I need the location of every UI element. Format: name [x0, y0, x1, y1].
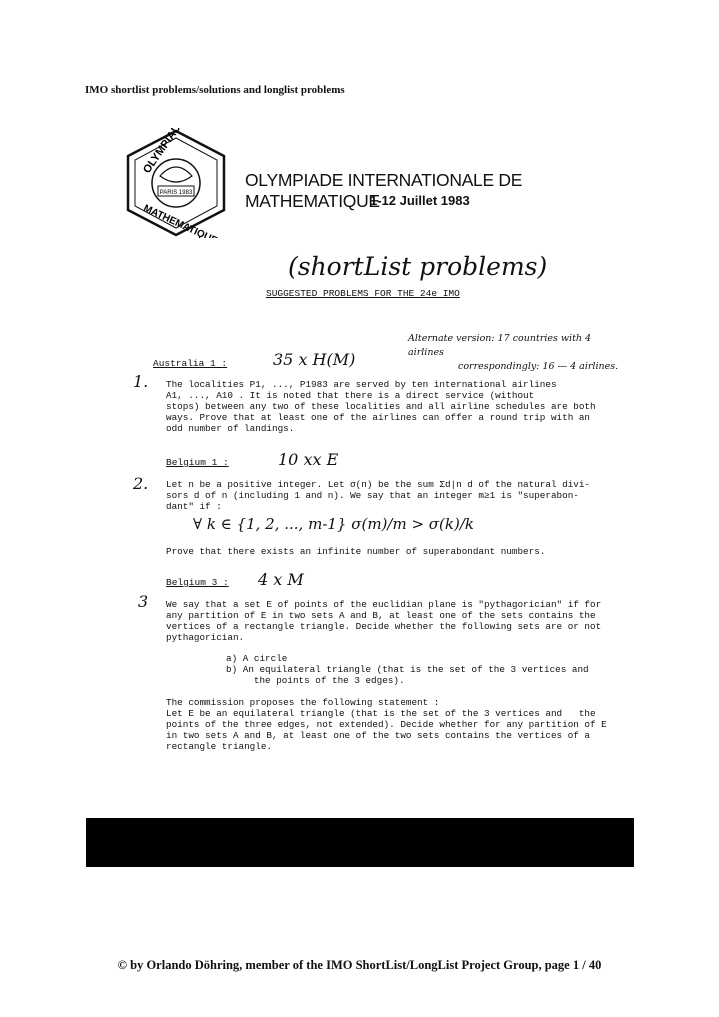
- problem-3-country: Belgium 3 :: [166, 577, 229, 588]
- page-footer: © by Orlando Döhring, member of the IMO ShortList/LongList Project Group, page 1 / 40: [117, 958, 602, 972]
- problem-line: sors d of n (including 1 and n). We say that an integer m≥1 is "superabon-: [166, 490, 579, 501]
- svg-text:OLYMPIADE: OLYMPIADE: [140, 128, 188, 176]
- redaction-bar: [86, 818, 634, 867]
- option-item: a) A circle: [226, 653, 288, 664]
- letterhead-date: 1-12 Juillet 1983: [370, 193, 470, 208]
- letterhead-title: OLYMPIADE INTERNATIONALE DE MATHEMATIQUE: [245, 170, 523, 211]
- problem-line: A1, ..., A10 . It is noted that there is a direct service (without: [166, 390, 535, 401]
- svg-text:MATHEMATIQUE: MATHEMATIQUE: [141, 202, 219, 238]
- alternate-note-line2: correspondingly: 16 — 4 airlines.: [458, 361, 619, 372]
- problem-3-number: 3: [138, 592, 149, 611]
- alternate-note-line1: Alternate version: 17 countries with 4 airlines: [408, 333, 592, 358]
- problem-line: dant" if :: [166, 501, 222, 512]
- scanned-page: [88, 100, 626, 870]
- problem-1-country: Australia 1 :: [153, 358, 228, 369]
- problem-line: stops) between any two of these localities and all airline schedules are both: [166, 401, 596, 412]
- commission-statement: [166, 697, 616, 752]
- problem-line: ways. Prove that at least one of the airlines can offer a round trip with an: [166, 412, 591, 423]
- alternate-version-note: [408, 332, 626, 374]
- problem-2-statement: [166, 479, 616, 512]
- problem-1-number: 1.: [133, 372, 149, 391]
- problem-2-number: 2.: [133, 474, 149, 493]
- option-item: b) An equilateral triangle (that is the set of the 3 vertices and: [226, 664, 589, 675]
- problem-2-code: 10 xx E: [278, 450, 339, 469]
- handwritten-title: (shortList problems): [288, 252, 548, 281]
- problem-line: We say that a set E of points of the euclidian plane is "pythagorician" if for: [166, 599, 602, 610]
- problem-1-statement: [166, 379, 616, 434]
- document-header: IMO shortlist problems/solutions and longlist problems: [85, 84, 345, 96]
- problem-line: Let n be a positive integer. Let σ(n) be the sum Σd|n d of the natural divi-: [166, 479, 591, 490]
- problem-2-country: Belgium 1 :: [166, 457, 229, 468]
- option-item: the points of the 3 edges).: [226, 675, 405, 686]
- problem-line: pythagorician.: [166, 632, 245, 643]
- problem-3-statement: [166, 599, 616, 643]
- problem-line: The localities P1, ..., P1983 are served by ten international airlines: [166, 379, 557, 390]
- commission-line: Let E be an equilateral triangle (that is the set of the 3 vertices and the: [166, 708, 596, 719]
- problem-line: vertices of a rectangle triangle. Decide whether the following sets are or not: [166, 621, 602, 632]
- commission-line: rectangle triangle.: [166, 741, 273, 752]
- problem-line: odd number of landings.: [166, 423, 295, 434]
- subtitle: SUGGESTED PROBLEMS FOR THE 24e IMO: [266, 288, 460, 299]
- problem-2-closing: Prove that there exists an infinite number of superabondant numbers.: [166, 546, 546, 557]
- problem-2-formula: ∀ k ∈ {1, 2, ..., m-1} σ(m)/m > σ(k)/k: [193, 515, 474, 533]
- problem-1-code: 35 x H(M): [273, 350, 356, 369]
- problem-3-options: [226, 653, 616, 686]
- problem-3-code: 4 x M: [258, 570, 304, 589]
- svg-text:PARIS 1983: PARIS 1983: [159, 190, 193, 196]
- commission-line: The commission proposes the following statement :: [166, 697, 440, 708]
- commission-line: points of the three edges, not extended). Decide whether for any partition of E: [166, 719, 607, 730]
- problem-line: any partition of E in two sets A and B, at least one of the sets contains the: [166, 610, 596, 621]
- olympiad-seal-logo: [120, 128, 232, 238]
- commission-line: in two sets A and B, at least one of the two sets contains the vertices of a: [166, 730, 591, 741]
